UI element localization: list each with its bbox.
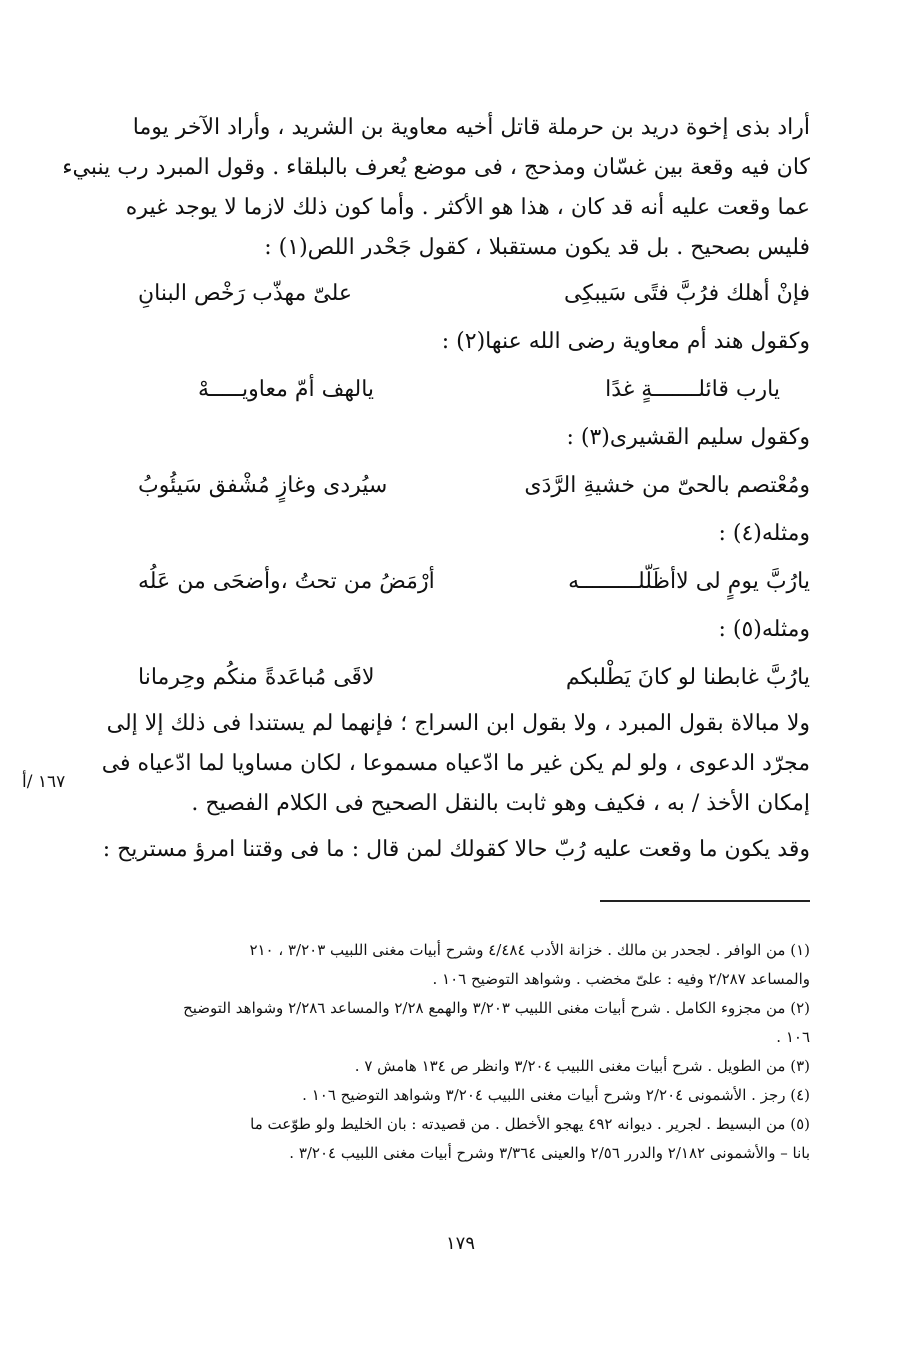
paragraph-1-line-2: كان فيه وقعة بين غسّان ومذحج ، فى موضع يُعرف بالبلقاء . وقول المبرد رب ينبيء [62,155,810,180]
footnote-2 [138,994,810,1052]
intro-4: ومثله(٤) : [718,521,810,546]
verse-5-first-hemistich: يارُبَّ غابطنا لو كانَ يَطْلبكم [565,665,810,690]
footnote-1 [138,936,810,994]
verse-3 [138,460,810,512]
footnote-1-line-2: والمساعد ٢/٢٨٧ وفيه : علىّ مخضب . وشواهد التوضيح ١٠٦ . [432,970,810,988]
footnote-3 [138,1052,810,1081]
paragraph-2-line-1: ولا مبالاة بقول المبرد ، ولا بقول ابن السراج ؛ فإنهما لم يستندا فى ذلك إلا إلى [106,711,810,736]
paragraph-1-line-4: فليس بصحيح . بل قد يكون مستقبلا ، كقول جَحْدر اللص(١) : [264,235,810,260]
verse-3-first-hemistich: ومُعْتصم بالحىّ من خشيةِ الرَّدَى [524,473,810,498]
footnote-5 [138,1110,810,1168]
footnote-separator [600,900,810,902]
verse-4 [138,556,810,608]
footnote-2-line-1: (٢) من مجزوء الكامل . شرح أبيات مغنى اللبيب ٣/٢٠٣ والهمع ٢/٢٨ والمساعد ٢/٢٨٦ وشواهد التوضيح [183,999,810,1017]
paragraph-1-line-1: أراد بذى إخوة دريد بن حرملة قاتل أخيه معاوية بن الشريد ، وأراد الآخر يوما [132,115,810,140]
footnote-3-line-1: (٣) من الطويل . شرح أبيات مغنى اللبيب ٣/٢٠٤ وانظر ص ١٣٤ هامش ٧ . [354,1057,810,1075]
verse-5-second-hemistich: لاقَى مُباعَدةً منكُم وحِرمانا [138,665,375,690]
footnote-4-line-1: (٤) رجز . الأشمونى ٢/٢٠٤ وشرح أبيات مغنى اللبيب ٣/٢٠٤ وشواهد التوضيح ١٠٦ . [302,1086,810,1104]
paragraph-3: وقد يكون ما وقعت عليه رُبّ حالا كقولك لمن قال : ما فى وقتنا امرؤ مستريح : [102,837,810,862]
verse-2-second-hemistich: يالهف أمّ معاويـــــهْ [198,377,375,402]
intro-5: ومثله(٥) : [718,617,810,642]
footnote-4 [138,1081,810,1110]
margin-folio-reference: ١٦٧ /أ [22,772,66,792]
footnote-2-line-2: ١٠٦ . [776,1028,810,1046]
verse-4-first-hemistich: يارُبَّ يومٍ لى لاأظَلّلـــــــــه [568,569,810,594]
intro-2: وكقول هند أم معاوية رضى الله عنها(٢) : [441,329,810,354]
page-number: ١٧٩ [445,1233,475,1254]
footnote-5-line-1: (٥) من البسيط . لجرير . ديوانه ٤٩٢ يهجو الأخطل . من قصيدته : بان الخليط ولو طوّعت ما [250,1115,810,1133]
verse-4-second-hemistich: أرْمَضُ من تحتُ ،وأضحَى من عَلُه [138,569,435,594]
footnote-5-line-2: بانا – والأشمونى ٢/١٨٢ والدرر ٢/٥٦ والعينى ٣/٣٦٤ وشرح أبيات مغنى اللبيب ٣/٢٠٤ . [289,1144,810,1162]
verse-2-first-hemistich: يارب قائلـــــــةٍ غدًا [605,377,780,402]
verse-2 [138,364,810,416]
footnote-1-line-1: (١) من الوافر . لجحدر بن مالك . خزانة الأدب ٤/٤٨٤ وشرح أبيات مغنى اللبيب ٣/٢٠٣ ، ٢١٠ [249,941,810,959]
intro-3: وكقول سليم القشيرى(٣) : [566,425,810,450]
verse-1-second-hemistich: علىّ مهذّب رَخْص البنانِ [138,281,353,306]
main-text [62,108,810,870]
paragraph-2-line-2: مجرّد الدعوى ، ولو لم يكن غير ما ادّعياه مسموعا ، لكان مساويا لما ادّعياه فى [101,751,810,776]
verse-1-first-hemistich: فإنْ أهلك فرُبَّ فتًى سَيبكِى [564,281,810,306]
verse-1 [138,268,810,320]
verse-3-second-hemistich: سيُردى وغازٍ مُشْفق سَيئُوبُ [138,473,388,498]
paragraph-2-line-3: إمكان الأخذ / به ، فكيف وهو ثابت بالنقل الصحيح فى الكلام الفصيح . [191,791,810,816]
paragraph-1-line-3: عما وقعت عليه أنه قد كان ، هذا هو الأكثر . وأما كون ذلك لازما لا يوجد غيره [125,195,810,220]
footnotes [138,936,810,1168]
verse-5 [138,652,810,704]
